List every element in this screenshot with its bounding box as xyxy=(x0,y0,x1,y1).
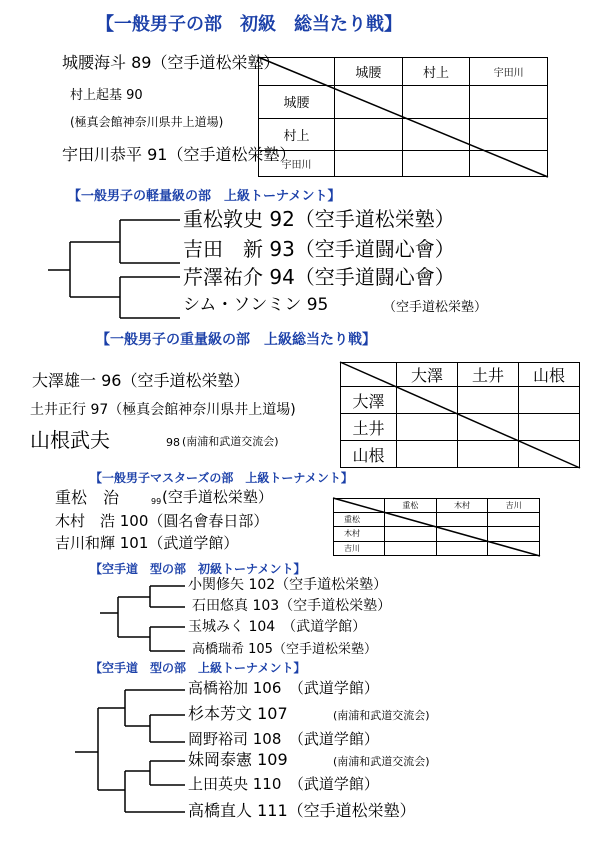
score-cell xyxy=(488,527,540,541)
corner-cell xyxy=(341,363,397,387)
entrant: 妹岡泰憲 109 xyxy=(188,750,288,769)
col-header: 土井 xyxy=(458,363,519,387)
section-title: 【一般男子の軽量級の部 上級トーナメント】 xyxy=(68,189,341,204)
round-robin-table xyxy=(333,498,540,556)
score-cell xyxy=(436,541,488,555)
row-header: 山根 xyxy=(341,441,397,468)
score-cell xyxy=(470,118,548,151)
score-cell xyxy=(458,441,519,468)
row-header: 宇田川 xyxy=(259,151,335,177)
corner-cell xyxy=(334,499,385,513)
entrant: 岡野裕司 108 （武道学館） xyxy=(188,730,379,748)
score-cell xyxy=(385,527,437,541)
entrant: 城腰海斗 89（空手道松栄塾） xyxy=(62,53,280,72)
round-robin-table xyxy=(340,362,580,468)
entrant: 村上起基 90 xyxy=(70,88,143,103)
score-cell xyxy=(436,527,488,541)
entrant: 杉本芳文 107 xyxy=(188,704,288,723)
entrant-number: 98 xyxy=(166,436,180,449)
score-cell xyxy=(385,513,437,527)
row-header: 重松 xyxy=(334,513,385,527)
score-cell xyxy=(470,151,548,177)
entrant-number: 99 xyxy=(151,497,162,506)
entrant-affiliation: （空手道松栄塾） xyxy=(383,300,488,315)
entrant: 土井正行 97（極真会館神奈川県井上道場) xyxy=(30,402,296,418)
entrant: 玉城みく 104 （武道学館） xyxy=(188,619,367,635)
entrant-affiliation: (極真会館神奈川県井上道場) xyxy=(70,115,224,129)
score-cell xyxy=(470,86,548,119)
score-cell xyxy=(436,513,488,527)
col-header: 城腰 xyxy=(335,58,403,86)
row-header: 城腰 xyxy=(259,86,335,119)
score-cell xyxy=(335,118,403,151)
entrant: 石田悠真 103（空手道松栄塾） xyxy=(192,598,392,614)
score-cell xyxy=(402,86,470,119)
row-header: 大澤 xyxy=(341,387,397,414)
entrant: 小関修矢 102（空手道松栄塾） xyxy=(188,577,388,593)
entrant: 芹澤祐介 94（空手道闘心會） xyxy=(183,265,455,289)
entrant: 重松 治 xyxy=(55,488,120,507)
tournament-bracket xyxy=(48,220,180,318)
entrant: シム・ソンミン 95 xyxy=(183,295,329,315)
score-cell xyxy=(402,118,470,151)
entrant-affiliation: (南浦和武道交流会) xyxy=(333,709,430,722)
col-header: 村上 xyxy=(402,58,470,86)
score-cell xyxy=(519,441,580,468)
row-header: 村上 xyxy=(259,118,335,151)
entrant-affiliation: (空手道松栄塾） xyxy=(162,488,273,506)
round-robin-table xyxy=(258,57,548,177)
entrant: 山根武夫 xyxy=(30,428,110,452)
entrant: 木村 浩 100（圓名會春日部） xyxy=(55,512,269,530)
tournament-bracket xyxy=(75,690,185,812)
score-cell xyxy=(458,387,519,414)
col-header: 山根 xyxy=(519,363,580,387)
score-cell xyxy=(458,414,519,441)
score-cell xyxy=(519,414,580,441)
section-title: 【空手道 型の部 上級トーナメント】 xyxy=(90,661,306,675)
score-cell xyxy=(402,151,470,177)
row-header: 木村 xyxy=(334,527,385,541)
entrant: 高橋直人 111（空手道松栄塾） xyxy=(188,801,416,820)
score-cell xyxy=(488,513,540,527)
row-header: 土井 xyxy=(341,414,397,441)
score-cell xyxy=(397,441,458,468)
entrant-affiliation: (南浦和武道交流会) xyxy=(333,755,430,768)
entrant: 上田英央 110 （武道学館） xyxy=(188,775,379,793)
section-title: 【一般男子マスターズの部 上級トーナメント】 xyxy=(90,471,353,485)
entrant: 高橋裕加 106 （武道学館） xyxy=(188,679,379,697)
section-title: 【空手道 型の部 初級トーナメント】 xyxy=(90,562,306,576)
section-title: 【一般男子の重量級の部 上級総当たり戦】 xyxy=(96,332,376,348)
entrant: 重松敦史 92（空手道松栄塾） xyxy=(183,207,455,231)
score-cell xyxy=(397,387,458,414)
score-cell xyxy=(335,86,403,119)
entrant: 吉川和輝 101（武道学館） xyxy=(55,534,239,552)
col-header: 大澤 xyxy=(397,363,458,387)
score-cell xyxy=(519,387,580,414)
entrant: 吉田 新 93（空手道闘心會） xyxy=(183,237,455,261)
col-header: 重松 xyxy=(385,499,437,513)
col-header: 宇田川 xyxy=(470,58,548,86)
score-cell xyxy=(397,414,458,441)
score-cell xyxy=(488,541,540,555)
entrant: 宇田川恭平 91（空手道松栄塾） xyxy=(62,145,296,164)
section-title: 【一般男子の部 初級 総当たり戦】 xyxy=(96,14,402,35)
tournament-bracket xyxy=(100,586,185,651)
score-cell xyxy=(335,151,403,177)
col-header: 木村 xyxy=(436,499,488,513)
score-cell xyxy=(385,541,437,555)
entrant-affiliation: (南浦和武道交流会) xyxy=(182,435,279,448)
row-header: 吉川 xyxy=(334,541,385,555)
entrant: 大澤雄一 96（空手道松栄塾） xyxy=(32,371,250,390)
col-header: 吉川 xyxy=(488,499,540,513)
entrant: 高橋瑞希 105（空手道松栄塾） xyxy=(192,642,377,657)
corner-cell xyxy=(259,58,335,86)
